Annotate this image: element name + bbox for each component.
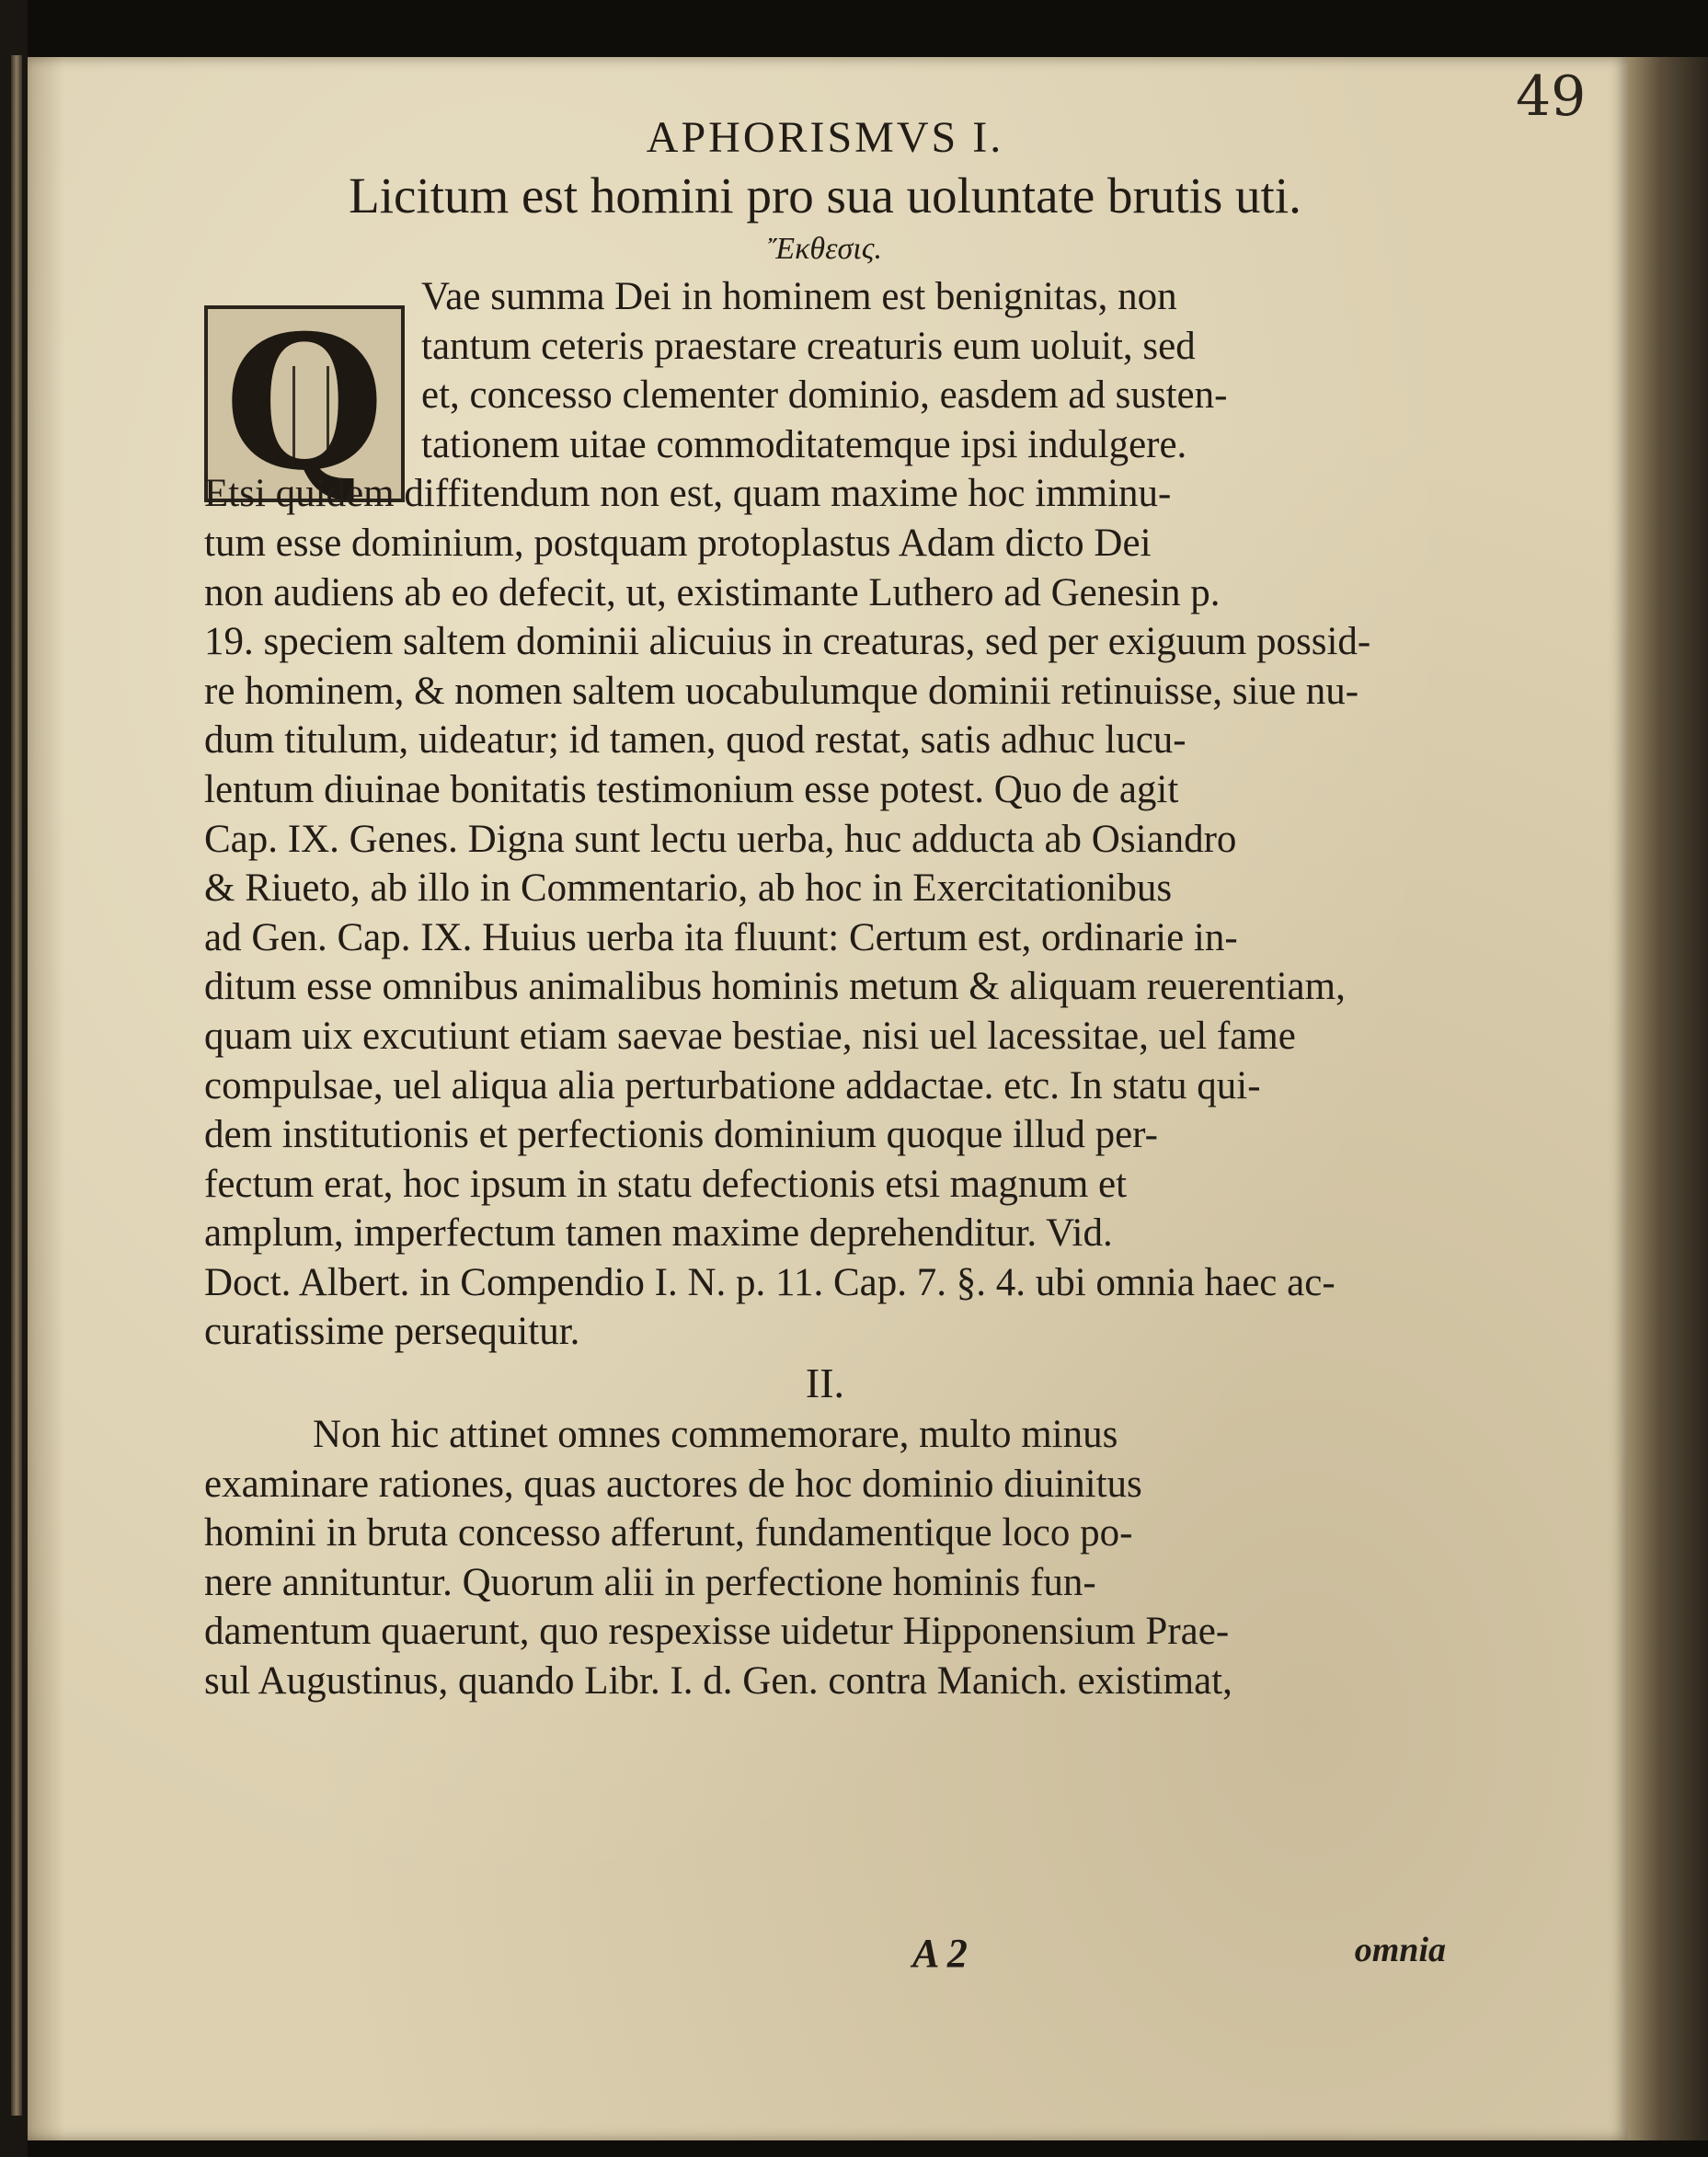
aphorism-title: Licitum est homini pro sua uoluntate brutis uti.: [349, 167, 1301, 224]
page-heading: APHORISMVS I.: [646, 113, 1004, 162]
text-line: compulsae, uel aliqua alia perturbatione addactae. etc. In statu qui-: [204, 1063, 1261, 1107]
signature-mark: A 2: [912, 1931, 968, 1976]
text-line: sul Augustinus, quando Libr. I. d. Gen. contra Manich. existimat,: [204, 1659, 1232, 1704]
text-line: tationem uitae commoditatemque ipsi indulgere.: [421, 422, 1187, 466]
text-line: 19. speciem saltem dominii alicuius in creaturas, sed per exiguum possid-: [204, 620, 1371, 664]
text-line: curatissime persequitur.: [204, 1310, 580, 1354]
text-line: fectum erat, hoc ipsum in statu defectionis etsi magnum et: [204, 1162, 1128, 1206]
paragraph-2: [204, 1410, 1446, 1706]
section-number: II.: [805, 1360, 845, 1407]
text-line: dem institutionis et perfectionis dominium quoque illud per-: [204, 1113, 1158, 1157]
text-line: dum titulum, uideatur; id tamen, quod restat, satis adhuc lucu-: [204, 718, 1186, 763]
text-block: [204, 110, 1446, 1706]
folio-number: 49: [1516, 64, 1587, 129]
text-line: tantum ceteris praestare creaturis eum uoluit, sed: [421, 324, 1196, 368]
text-line: examinare rationes, quas auctores de hoc dominio diuinitus: [204, 1462, 1142, 1506]
text-line: & Riueto, ab illo in Commentario, ab hoc in Exercitationibus: [204, 866, 1173, 911]
text-line: ad Gen. Cap. IX. Huius uerba ita fluunt: Certum est, ordinarie in-: [204, 915, 1238, 959]
binding-edge: [0, 0, 28, 2157]
text-line: Etsi quidem diffitendum non est, quam maxime hoc imminu-: [204, 472, 1172, 516]
text-line: homini in bruta concesso afferunt, fundamentique loco po-: [204, 1511, 1133, 1555]
text-line: nere annituntur. Quorum alii in perfectione hominis fun-: [204, 1560, 1096, 1604]
text-line: ditum esse omnibus animalibus hominis metum & aliquam reuerentiam,: [204, 965, 1346, 1009]
text-line: Doct. Albert. in Compendio I. N. p. 11. Cap. 7. §. 4. ubi omnia haec ac-: [204, 1260, 1335, 1304]
binding-strip: [11, 55, 22, 2116]
text-line: non audiens ab eo defecit, ut, existimante Luthero ad Genesin p.: [204, 570, 1221, 614]
paragraph-1-dropcap-lines: [204, 272, 1446, 469]
text-line: quam uix excutiunt etiam saevae bestiae, nisi uel lacessitae, uel fame: [204, 1014, 1296, 1058]
drop-cap-letter: Q: [224, 295, 385, 511]
text-line: amplum, imperfectum tamen maxime deprehenditur. Vid.: [204, 1211, 1113, 1256]
text-line: re hominem, & nomen saltem uocabulumque dominii retinuisse, siue nu-: [204, 669, 1359, 713]
text-line: lentum diuinae bonitatis testimonium esse potest. Quo de agit: [204, 767, 1179, 811]
ekthesis-label: Ἔκθεσις.: [768, 232, 882, 266]
text-line: Vae summa Dei in hominem est benignitas, non: [421, 275, 1177, 318]
page-edge: [1628, 57, 1708, 2140]
text-line: Cap. IX. Genes. Digna sunt lectu uerba, huc adducta ab Osiandro: [204, 817, 1237, 861]
catchword: omnia: [1354, 1931, 1446, 1969]
text-line: damentum quaerunt, quo respexisse uidetur Hipponensium Prae-: [204, 1610, 1230, 1654]
page-footer: [204, 1930, 1446, 1978]
text-line: et, concesso clementer dominio, easdem ad susten-: [421, 373, 1228, 418]
text-line: Non hic attinet omnes commemorare, multo minus: [313, 1413, 1118, 1457]
text-line: tum esse dominium, postquam protoplastus Adam dicto Dei: [204, 521, 1152, 565]
paragraph-1-body: [204, 469, 1446, 1357]
